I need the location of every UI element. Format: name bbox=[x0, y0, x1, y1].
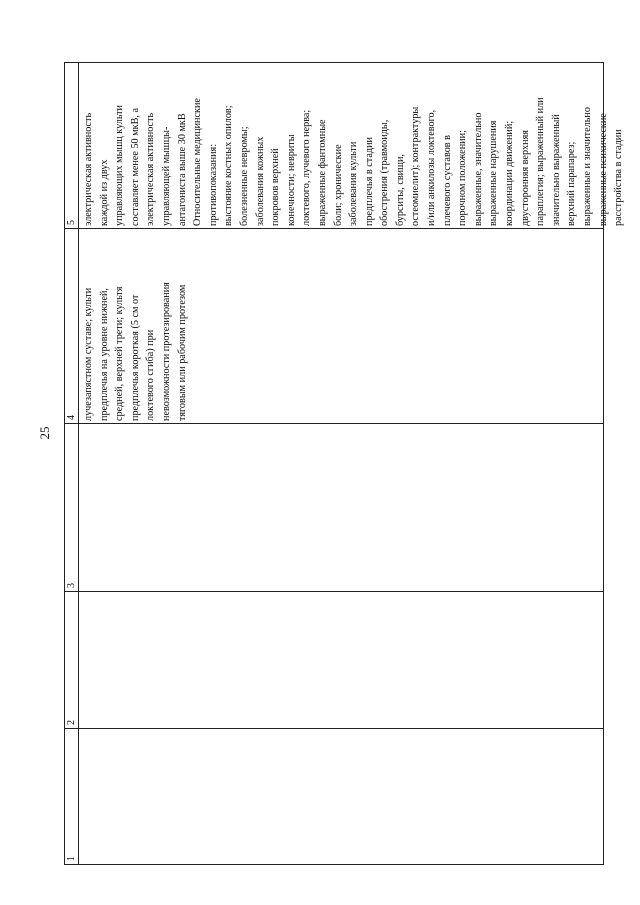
text-line: обострения (травмоиды, bbox=[379, 119, 391, 226]
text-line: выраженные и значительно bbox=[582, 107, 593, 226]
table-column-3 bbox=[65, 423, 603, 591]
text-line: выраженные, значительно bbox=[472, 112, 484, 226]
text-line: антагониста выше 30 мкВ bbox=[176, 113, 188, 226]
text-line: выраженные нарушения bbox=[488, 120, 500, 226]
text-line: локтевого сгиба) при bbox=[145, 329, 157, 421]
text-line: электрическая активность bbox=[145, 112, 157, 226]
text-line: локтевого, лучевого нерва; bbox=[301, 109, 313, 226]
text-line: болезненные невромы; bbox=[238, 126, 250, 226]
text-line: предплечья короткая (5 см от bbox=[129, 294, 141, 421]
table-column-1 bbox=[65, 728, 603, 864]
text-line: значительно выраженный bbox=[550, 114, 562, 226]
table-column-4 bbox=[65, 228, 603, 423]
text-line: заболевания культи bbox=[348, 141, 360, 226]
text-line: тяговым или рабочим протезом bbox=[176, 284, 188, 421]
table-column-2 bbox=[65, 591, 603, 728]
text-line: верхний парапарез; bbox=[566, 141, 578, 226]
text-line: электрическая активность bbox=[83, 112, 94, 226]
text-line: расстройства в стадии bbox=[613, 129, 625, 226]
text-line: выстояние костных опилов; bbox=[223, 105, 235, 226]
text-line: каждой из двух bbox=[98, 159, 110, 226]
text-line: управляющих мышц культи bbox=[114, 105, 126, 226]
text-line: двусторонняя верхняя bbox=[519, 130, 531, 226]
text-line: предплечья на уровне нижней, bbox=[98, 288, 110, 421]
text-line: управляющей мышцы- bbox=[160, 126, 172, 226]
text-line: выраженные психические bbox=[597, 113, 609, 226]
text-line: боли; хронические bbox=[332, 144, 344, 226]
text-line: предплечья в стадии bbox=[363, 137, 375, 226]
text-line: покровов верхней bbox=[270, 148, 282, 226]
column-header-1: 1 bbox=[65, 729, 79, 864]
document-table bbox=[64, 62, 625, 865]
text-line: средней, верхней трети; культя bbox=[114, 286, 126, 421]
column-header-3: 3 bbox=[65, 424, 79, 591]
text-line: Относительные медицинские bbox=[192, 98, 204, 226]
text-line: порочном положении; bbox=[457, 130, 469, 226]
table-column-5 bbox=[65, 62, 625, 228]
text-line: заболевания кожных bbox=[254, 136, 266, 226]
page-number: 25 bbox=[37, 426, 52, 440]
text-line: и/или анкилозы локтевого, bbox=[426, 109, 438, 226]
text-line: невозможности протезирования bbox=[160, 282, 172, 421]
text-line: координации движений; bbox=[504, 120, 516, 226]
column-header-5: 5 bbox=[65, 62, 79, 228]
text-line: выраженные фантомные bbox=[316, 119, 328, 226]
column-4-text bbox=[81, 231, 190, 421]
text-line: конечности; невриты bbox=[285, 134, 297, 226]
column-header-2: 2 bbox=[65, 592, 79, 728]
text-line: остеомиелит); контрактуры bbox=[410, 106, 422, 226]
column-header-4: 4 bbox=[65, 229, 79, 423]
text-line: параплегия; выраженный или bbox=[535, 97, 547, 226]
text-line: лучезапястном суставе; культи bbox=[83, 287, 94, 421]
column-5-text bbox=[81, 64, 627, 226]
text-line: плечевого суставов в bbox=[441, 135, 453, 226]
text-line: составляет менее 50 мкВ, а bbox=[129, 107, 141, 226]
text-line: бурситы, свищи, bbox=[394, 154, 406, 226]
text-line: противопоказания: bbox=[207, 143, 219, 226]
